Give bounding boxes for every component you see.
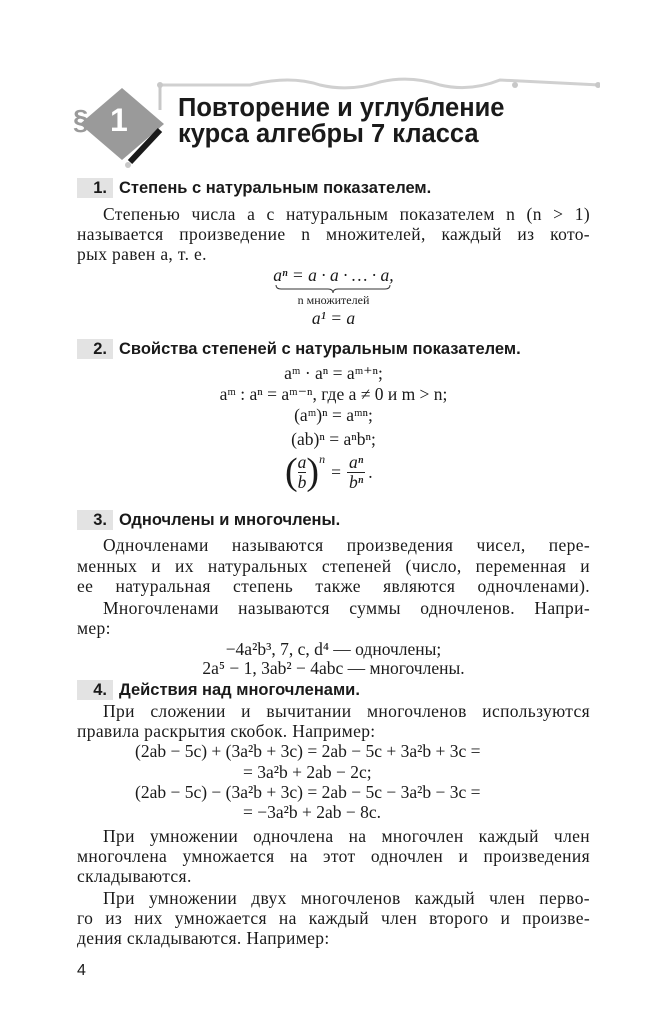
text-line: При умножении одночлена на многочлен каждый член: [103, 826, 590, 846]
formula: aᵐ · aⁿ = aᵐ⁺ⁿ;: [284, 363, 383, 383]
page-number: 4: [77, 962, 86, 979]
paragraph-symbol: §: [73, 104, 89, 135]
text-line: мер:: [77, 618, 111, 638]
fraction-numerator: a: [297, 451, 307, 472]
section-heading: [77, 680, 360, 700]
formula: (2ab − 5c) − (3a²b + 3c) = 2ab − 5c − 3a²b − 3c =: [135, 782, 481, 802]
chapter-number: 1: [110, 102, 128, 138]
formula: aᵐ : aⁿ = aᵐ⁻ⁿ, где a ≠ 0 и m > n;: [219, 384, 448, 404]
section-title: Степень с натуральным показателем.: [119, 178, 432, 197]
formula: (ab)ⁿ = aⁿbⁿ;: [291, 429, 376, 449]
text-line: складываются.: [77, 866, 192, 886]
fraction-denominator: bⁿ: [348, 471, 364, 492]
text-line: го из них умножается на каждый член второго и произве-: [77, 908, 590, 928]
formula: aⁿ = a · a · … · a,: [273, 265, 394, 285]
text-line: ее натуральная степень также являются одночленами).: [77, 576, 590, 596]
brace-label: n множителей: [297, 293, 370, 307]
formula: = 3a²b + 2ab − 2c;: [243, 762, 372, 782]
chapter-title: [178, 95, 504, 147]
text-line: рых равен a, т. е.: [77, 244, 207, 264]
exponent: n: [319, 452, 326, 466]
text-line: Многочленами называются суммы одночленов. Напри-: [103, 598, 590, 618]
section-number: 1.: [77, 178, 113, 198]
text-line: дения складываются. Например:: [77, 928, 330, 948]
formula: (aᵐ)ⁿ = aᵐⁿ;: [294, 405, 373, 425]
formula: (2ab − 5c) + (3a²b + 3c) = 2ab − 5c + 3a²b + 3c =: [135, 741, 481, 761]
section-title: Действия над многочленами.: [119, 680, 360, 699]
section-number: 4.: [77, 680, 113, 700]
fraction-formula: ( $\frac{a}{b}$ ) n = $\frac{\text{aⁿ}}{\text{bⁿ}}$ .: [285, 451, 373, 493]
fraction-numerator: aⁿ: [348, 451, 364, 472]
text-line: Степенью числа a с натуральным показателем n (n > 1): [103, 204, 590, 224]
text-line: При сложении и вычитании многочленов используются: [103, 701, 590, 721]
section-title: Свойства степеней с натуральным показателем.: [119, 339, 521, 358]
text-line: называется произведение n множителей, каждый из кото-: [77, 224, 590, 244]
section-number: 2.: [77, 339, 113, 359]
chapter-title-line: курса алгебры 7 класса: [178, 120, 479, 148]
text-line: менных и их натуральных степеней (число, переменная и: [77, 556, 590, 576]
section-heading: [77, 510, 340, 530]
section-title: Одночлены и многочлены.: [119, 510, 341, 529]
fraction-denominator: b: [297, 471, 307, 492]
formula: a¹ = a: [311, 308, 356, 328]
text-line: правила раскрытия скобок. Например:: [77, 721, 376, 741]
formula: 2a⁵ − 1, 3ab² − 4abc — многочлены.: [202, 658, 465, 678]
chapter-title-line: Повторение и углубление: [178, 94, 505, 122]
formula: = −3a²b + 2ab − 8c.: [243, 802, 382, 822]
section-number: 3.: [77, 510, 113, 530]
text-line: многочлена умножается на этот одночлен и произведения: [77, 846, 590, 866]
period: .: [368, 461, 373, 482]
section-heading: [77, 178, 431, 198]
text-line: При умножении двух многочленов каждый член перво-: [103, 888, 590, 908]
text-line: Одночленами называются произведения чисел, пере-: [103, 535, 590, 555]
section-heading: [77, 339, 521, 359]
formula: −4a²b³, 7, c, d⁴ — одночлены;: [225, 639, 442, 659]
